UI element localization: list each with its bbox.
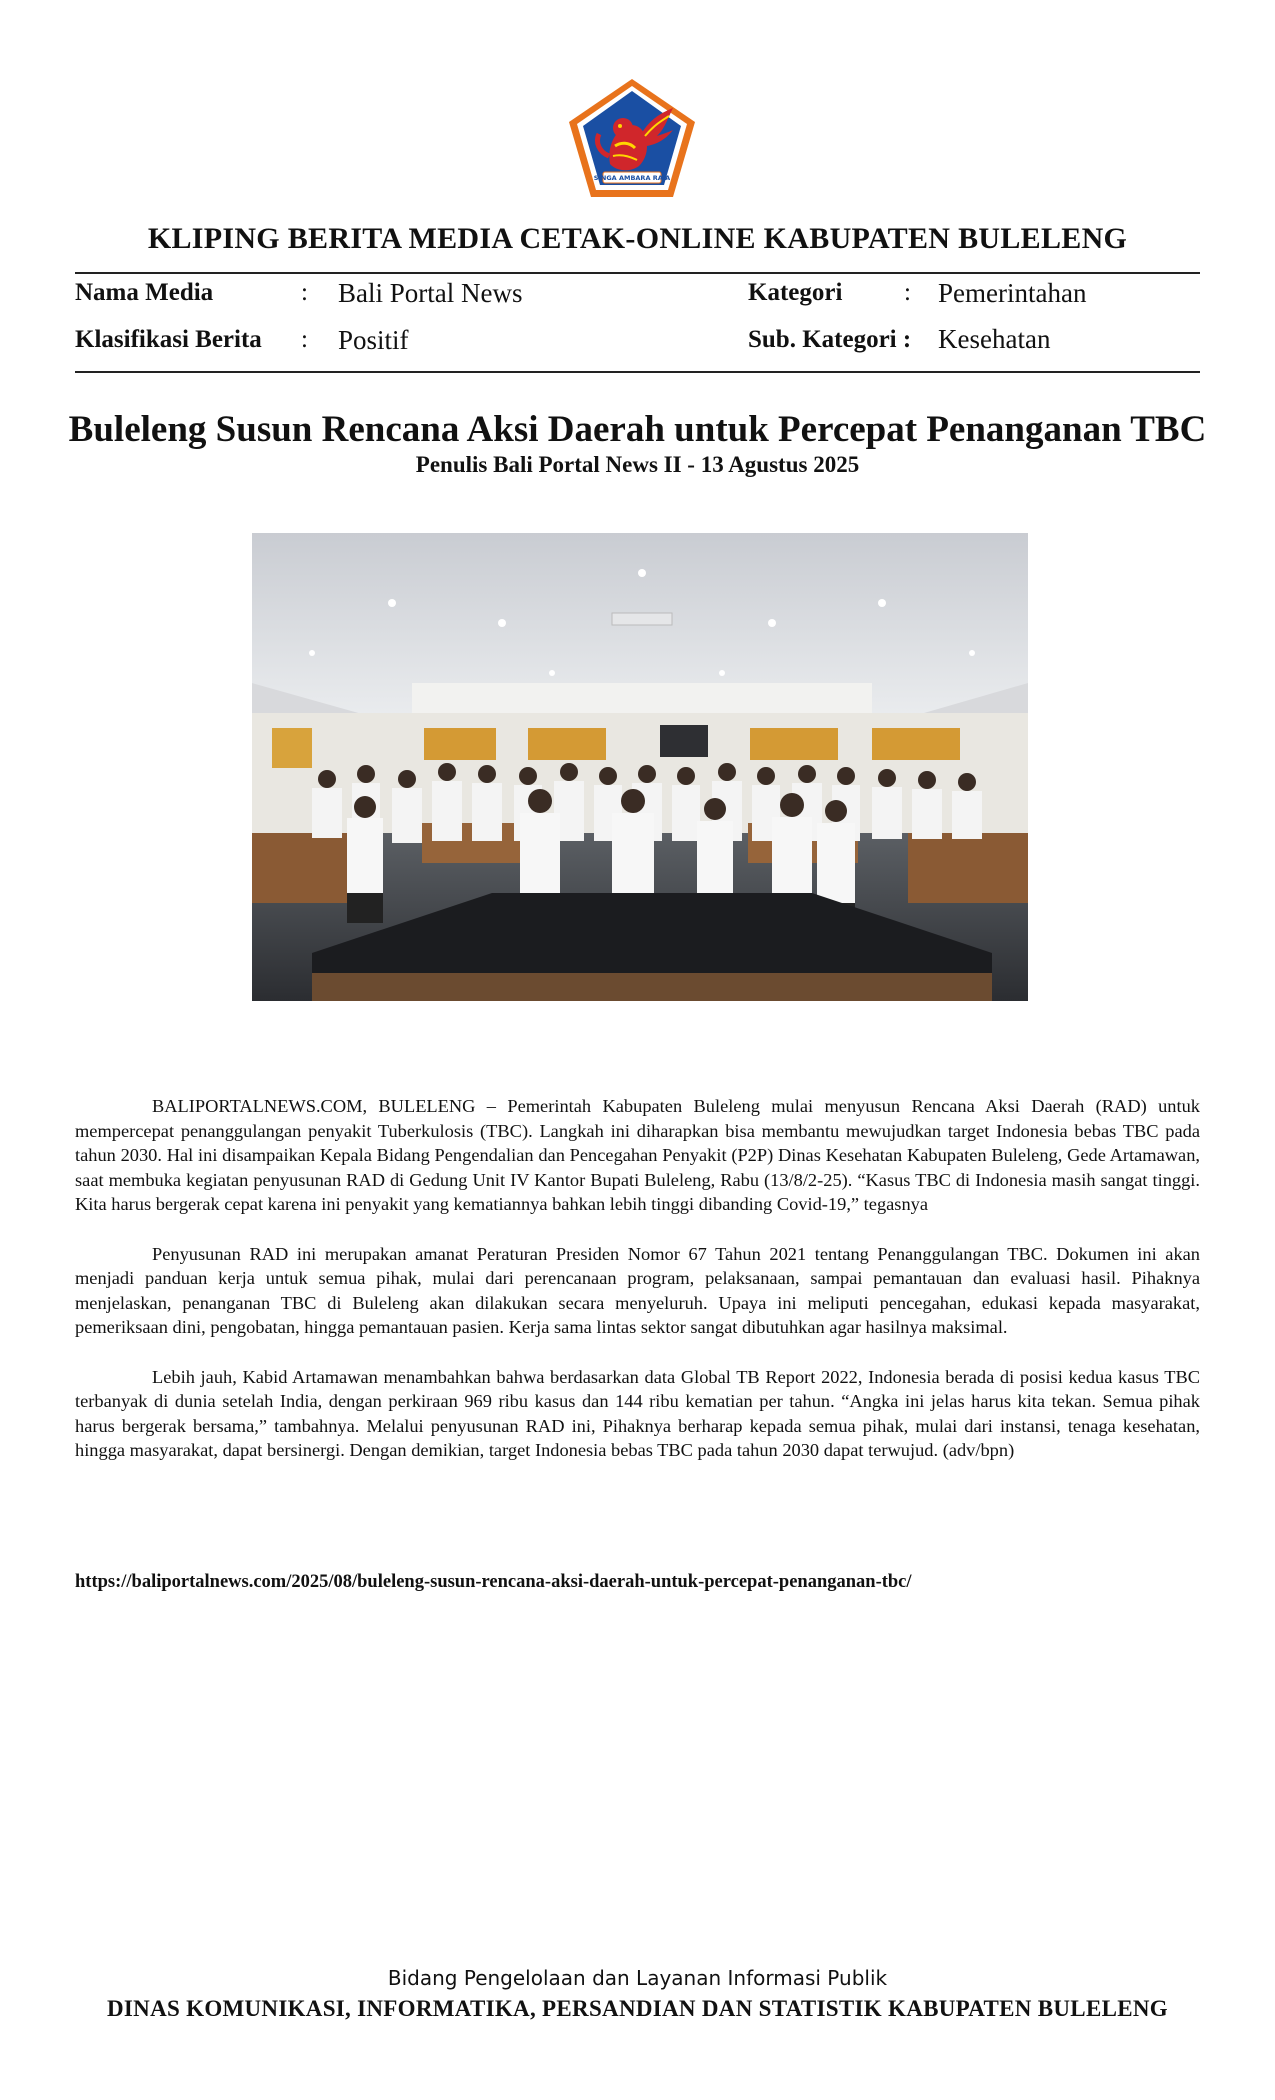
header-divider-top: [75, 272, 1200, 274]
media-name-label: Nama Media: [75, 279, 214, 306]
news-classification-value: Positif: [338, 325, 409, 355]
article-body: [75, 1094, 1200, 1488]
media-name-colon: :: [301, 279, 308, 306]
news-classification-label: Klasifikasi Berita: [75, 326, 262, 353]
category-colon: :: [904, 279, 911, 306]
article-source-link[interactable]: https://baliportalnews.com/2025/08/buleleng-susun-rencana-aksi-daerah-untuk-percepat-penanganan-tbc/: [75, 1572, 912, 1592]
article-byline: Penulis Bali Portal News II - 13 Agustus 2025: [415, 452, 860, 477]
article-paragraph-1: BALIPORTALNEWS.COM, BULELENG – Pemerintah Kabupaten Buleleng mulai menyusun Rencana Aksi Daerah (RAD) untuk mempercepat penanggulangan penyakit Tuberkulosis (TBC). Langkah ini diharapkan bisa membantu mewujudkan target Indonesia bebas TBC pada tahun 2030. Hal ini disampaikan Kepala Bidang Pengendalian dan Pencegahan Penyakit (P2P) Dinas Kesehatan Kabupaten Buleleng, Gede Artamawan, saat membuka kegiatan penyusunan RAD di Gedung Unit IV Kantor Bupati Buleleng, Rabu (13/8/2-25). “Kasus TBC di Indonesia masih sangat tinggi. Kita harus bergerak cepat karena ini penyakit yang kematiannya bahkan lebih tinggi dibanding Covid-19,” tegasnya: [75, 1096, 1200, 1215]
article-paragraph-2: Penyusunan RAD ini merupakan amanat Peraturan Presiden Nomor 67 Tahun 2021 tentang Penanggulangan TBC. Dokumen ini akan menjadi panduan kerja untuk semua pihak, mulai dari perencanaan program, pelaksanaan, sampai pemantauan dan evaluasi hasil. Pihaknya menjelaskan, penanganan TBC di Buleleng akan dilakukan secara menyeluruh. Upaya ini meliputi pencegahan, edukasi kepada masyarakat, pemeriksaan dini, pengobatan, hingga pemantauan pasien. Kerja sama lintas sektor sangat dibutuhkan agar hasilnya maksimal.: [75, 1243, 1200, 1338]
footer-agency-name: DINAS KOMUNIKASI, INFORMATIKA, PERSANDIAN DAN STATISTIK KABUPATEN BULELENG: [107, 1996, 1168, 2021]
footer-unit-name: Bidang Pengelolaan dan Layanan Informasi Publik: [387, 1966, 888, 1990]
article-title: Buleleng Susun Rencana Aksi Daerah untuk Percepat Penanganan TBC: [68, 409, 1207, 450]
media-name-value: Bali Portal News: [338, 278, 523, 308]
category-label: Kategori: [748, 279, 843, 306]
clipping-header-title: KLIPING BERITA MEDIA CETAK-ONLINE KABUPATEN BULELENG: [147, 222, 1128, 255]
article-photo: [252, 533, 1028, 1001]
subcategory-value: Kesehatan: [938, 324, 1051, 354]
header-divider-bottom: [75, 371, 1200, 373]
subcategory-label: Sub. Kategori :: [748, 326, 912, 353]
buleleng-emblem-icon: [565, 76, 699, 200]
article-paragraph-3: Lebih jauh, Kabid Artamawan menambahkan bahwa berdasarkan data Global TB Report 2022, Indonesia berada di posisi kedua kasus TBC terbanyak di dunia setelah India, dengan perkiraan 969 ribu kasus dan 144 ribu kematian per tahun. “Angka ini jelas harus kita tekan. Semua pihak harus bergerak bersama,” tambahnya. Melalui penyusunan RAD ini, Pihaknya berharap kepada semua pihak, mulai dari instansi, tenaga kesehatan, hingga masyarakat, dapat bersinergi. Dengan demikian, target Indonesia bebas TBC pada tahun 2030 dapat terwujud. (adv/bpn): [75, 1366, 1200, 1461]
emblem-motto: SINGA AMBARA RAJA: [593, 174, 671, 182]
news-classification-colon: :: [301, 326, 308, 353]
category-value: Pemerintahan: [938, 278, 1087, 308]
